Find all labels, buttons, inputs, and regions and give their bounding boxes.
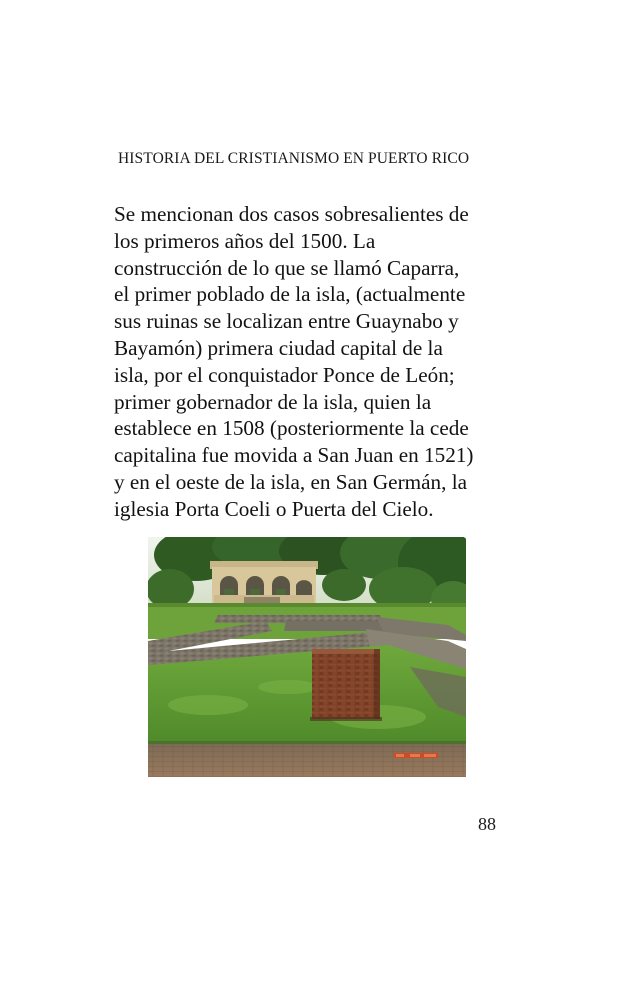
- paragraph-line: Se mencionan dos casos sobresalientes de: [114, 202, 469, 226]
- paragraph-line: el primer poblado de la isla, (actualmente: [114, 282, 466, 307]
- paragraph-line: sus ruinas se localizan entre Guaynabo y: [114, 309, 459, 334]
- brick-pillar: [310, 649, 382, 721]
- paragraph-line: Bayamón) primera ciudad capital de la: [114, 335, 443, 360]
- paragraph-line: primer gobernador de la isla, quien la: [114, 389, 432, 414]
- caparra-ruins-photo: [148, 537, 466, 777]
- page-number: 88: [478, 814, 496, 834]
- paragraph-line: y en el oeste de la isla, en San Germán, la: [114, 469, 467, 494]
- paragraph-line: los primeros años del 1500. La: [114, 228, 376, 253]
- paragraph-line: iglesia Porta Coeli o Puerta del Cielo.: [114, 496, 434, 521]
- paragraph-line: isla, por el conquistador Ponce de León;: [114, 362, 455, 387]
- running-header: HISTORIA DEL CRISTIANISMO EN PUERTO RICO: [118, 150, 470, 167]
- body-paragraph: [114, 201, 514, 523]
- date-stamp: [394, 753, 438, 758]
- museum-building: [210, 561, 318, 609]
- paragraph-line: establece en 1508 (posteriormente la cede: [114, 416, 469, 441]
- paragraph-line: construcción de lo que se llamó Caparra,: [114, 255, 460, 280]
- paragraph-line: capitalina fue movida a San Juan en 1521): [114, 443, 474, 468]
